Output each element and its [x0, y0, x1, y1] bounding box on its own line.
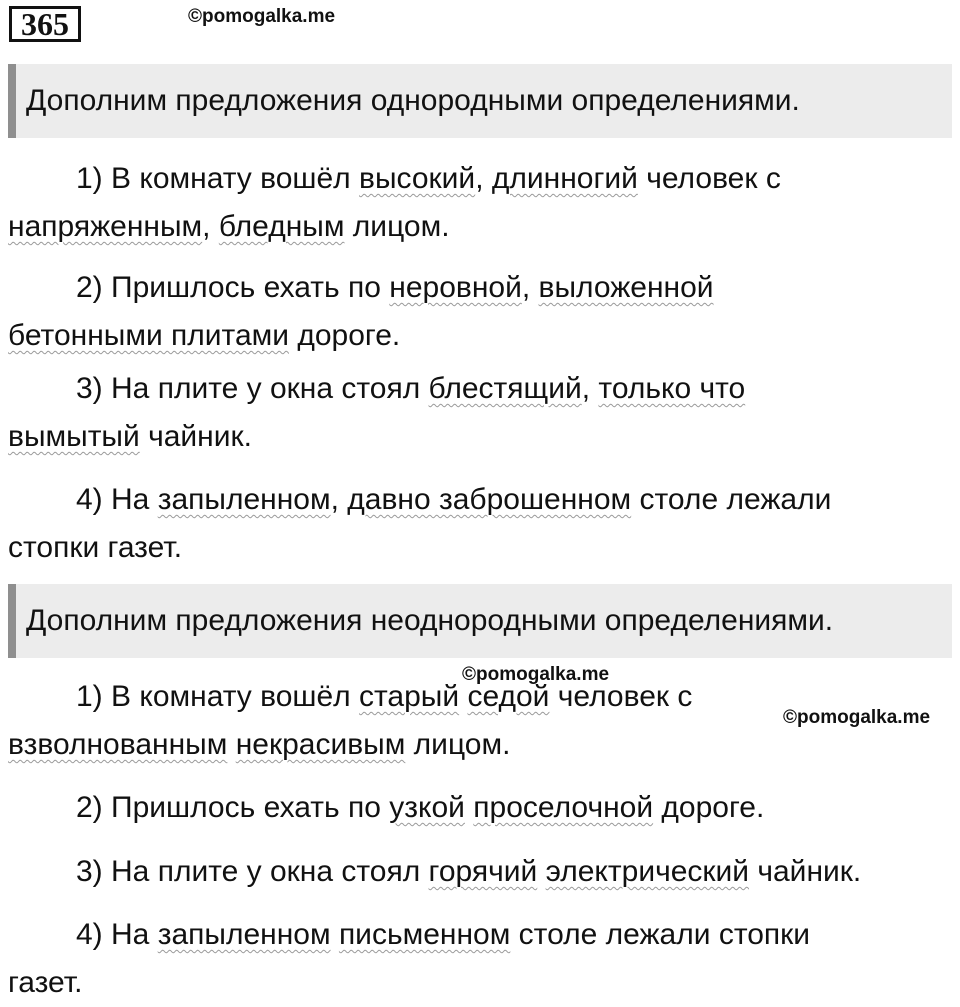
- sentence-2-1: 1) В комнату вошёл старый седой человек с взволнованным некрасивым лицом.: [8, 680, 693, 761]
- watermark-middle: ©pomogalka.me: [462, 664, 610, 685]
- exercise-number: 365: [9, 6, 81, 42]
- watermark-right: ©pomogalka.me: [783, 707, 931, 728]
- section-heading-homogeneous: Дополним предложения однородными определениями.: [8, 64, 952, 138]
- watermark-top: ©pomogalka.me: [188, 6, 336, 27]
- section-heading-heterogeneous: Дополним предложения неоднородными определениями.: [8, 584, 952, 658]
- sentence-2-4: 4) На запыленном письменном столе лежали стопки газет.: [8, 918, 811, 999]
- sentence-2-2: 2) Пришлось ехать по узкой проселочной дороге.: [76, 791, 765, 824]
- sentence-1-1: 1) В комнату вошёл высокий, длинногий человек с напряженным, бледным лицом.: [8, 162, 781, 243]
- sentence-1-3: 3) На плите у окна стоял блестящий, только что вымытый чайник.: [8, 372, 746, 453]
- sentence-1-4: 4) На запыленном, давно заброшенном столе лежали стопки газет.: [8, 483, 832, 564]
- sentence-1-2: 2) Пришлось ехать по неровной, выложенной бетонными плитами дороге.: [8, 271, 714, 352]
- sentence-2-3: 3) На плите у окна стоял горячий электрический чайник.: [76, 855, 862, 888]
